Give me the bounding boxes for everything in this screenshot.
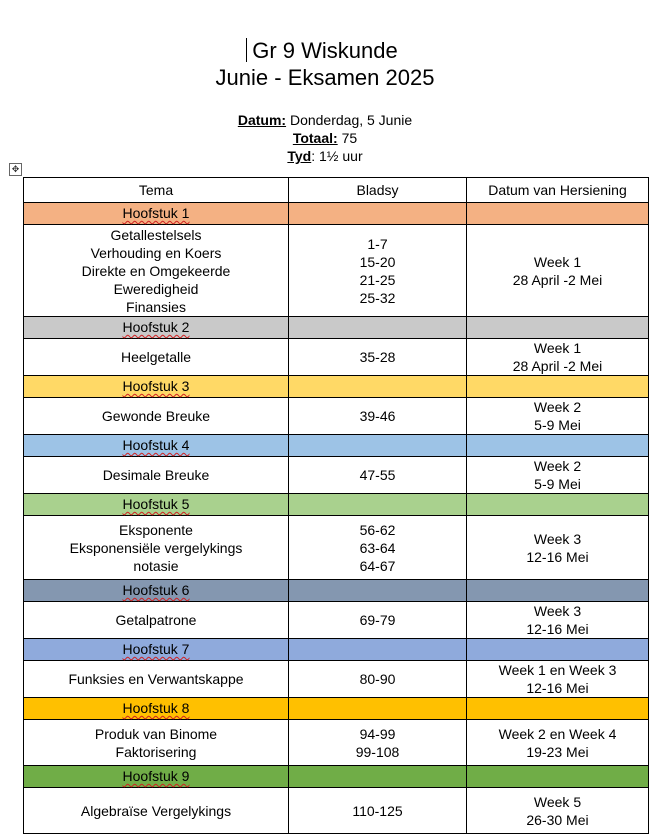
- chapter-color-cell: [467, 376, 649, 398]
- page-range: 94-99: [359, 725, 396, 742]
- topic-line: Getalpatrone: [115, 612, 197, 628]
- chapter-label: Hoofstuk 6: [122, 582, 190, 598]
- topic-line: Faktorisering: [115, 743, 197, 760]
- column-header-datum: Datum van Hersiening: [467, 178, 649, 203]
- exam-time-line: [0, 147, 650, 165]
- topic-cell: [24, 457, 289, 494]
- table-row: [24, 339, 649, 376]
- page-range: 47-55: [359, 467, 396, 483]
- chapter-label-cell: [24, 580, 289, 602]
- revision-date-line: Week 2: [533, 399, 582, 415]
- chapter-color-cell: [467, 580, 649, 602]
- chapter-header-row: [24, 317, 649, 339]
- chapter-label-cell: [24, 698, 289, 720]
- revision-date-cell: [467, 225, 649, 317]
- table-row: [24, 661, 649, 698]
- chapter-header-row: [24, 698, 649, 720]
- datum-value: Donderdag, 5 Junie: [289, 112, 413, 128]
- chapter-label-cell: [24, 376, 289, 398]
- revision-date-cell: [467, 339, 649, 376]
- revision-date-line: Week 2 en Week 4: [498, 725, 617, 742]
- topic-line: Eweredigheid: [113, 280, 199, 297]
- revision-date-line: Week 1 en Week 3: [498, 662, 617, 678]
- topic-cell: [24, 602, 289, 639]
- revision-date-line: 12-16 Mei: [526, 621, 589, 637]
- topic-line: notasie: [133, 557, 179, 574]
- totaal-label: Totaal:: [292, 130, 338, 146]
- revision-date-cell: [467, 516, 649, 580]
- tyd-value: : 1½ uur: [311, 148, 363, 164]
- chapter-header-row: [24, 639, 649, 661]
- topic-cell: [24, 339, 289, 376]
- revision-date-cell: [467, 602, 649, 639]
- revision-table: [23, 177, 649, 834]
- pages-cell: [289, 457, 467, 494]
- chapter-color-cell: [467, 766, 649, 788]
- pages-cell: [289, 788, 467, 834]
- datum-label: Datum:: [237, 112, 287, 128]
- chapter-color-cell: [467, 203, 649, 225]
- revision-date-line: 26-30 Mei: [526, 811, 589, 828]
- topic-cell: [24, 225, 289, 317]
- chapter-label-cell: [24, 639, 289, 661]
- revision-date-cell: [467, 457, 649, 494]
- topic-line: Heelgetalle: [120, 349, 192, 365]
- chapter-color-cell: [289, 639, 467, 661]
- revision-date-cell: [467, 788, 649, 834]
- topic-cell: [24, 661, 289, 698]
- chapter-label: Hoofstuk 7: [122, 641, 190, 657]
- topic-line: Eksponente: [119, 521, 193, 538]
- chapter-label-cell: [24, 435, 289, 457]
- revision-date-line: 28 April -2 Mei: [512, 358, 603, 374]
- revision-date-line: Week 5: [533, 793, 582, 810]
- page-range: 69-79: [359, 612, 396, 628]
- chapter-label: Hoofstuk 2: [122, 319, 190, 335]
- chapter-color-cell: [467, 494, 649, 516]
- tyd-label: Tyd: [287, 148, 312, 164]
- page-range: 64-67: [359, 557, 396, 574]
- chapter-color-cell: [289, 766, 467, 788]
- topic-cell: [24, 398, 289, 435]
- chapter-color-cell: [289, 580, 467, 602]
- revision-date-line: Week 1: [533, 340, 582, 356]
- document-subtitle: Junie - Eksamen 2025: [215, 65, 435, 90]
- pages-cell: [289, 661, 467, 698]
- chapter-label-cell: [24, 494, 289, 516]
- table-row: [24, 516, 649, 580]
- revision-date-line: Week 3: [533, 603, 582, 619]
- revision-date-line: 19-23 Mei: [526, 743, 589, 760]
- topic-line: Finansies: [126, 298, 186, 315]
- chapter-header-row: [24, 494, 649, 516]
- pages-cell: [289, 398, 467, 435]
- topic-line: Direkte en Omgekeerde: [81, 262, 231, 279]
- chapter-header-row: [24, 203, 649, 225]
- chapter-header-row: [24, 435, 649, 457]
- revision-date-cell: [467, 661, 649, 698]
- pages-cell: [289, 225, 467, 317]
- page-range: 1-7: [367, 235, 388, 252]
- chapter-header-row: [24, 580, 649, 602]
- topic-cell: [24, 516, 289, 580]
- chapter-color-cell: [289, 435, 467, 457]
- page-range: 21-25: [359, 271, 396, 288]
- exam-total-line: [0, 129, 650, 147]
- pages-cell: [289, 339, 467, 376]
- chapter-label: Hoofstuk 4: [122, 437, 190, 453]
- column-header-bladsy: Bladsy: [289, 178, 467, 203]
- topic-line: Getallestelsels: [110, 226, 202, 243]
- chapter-color-cell: [289, 494, 467, 516]
- chapter-label: Hoofstuk 8: [122, 700, 190, 716]
- revision-date-cell: [467, 720, 649, 766]
- table-header-row: [24, 178, 649, 203]
- chapter-color-cell: [467, 698, 649, 720]
- table-move-handle-icon[interactable]: ✥: [9, 163, 22, 176]
- table-row: [24, 720, 649, 766]
- chapter-label: Hoofstuk 9: [122, 768, 190, 784]
- page-range: 56-62: [359, 521, 396, 538]
- chapter-label: Hoofstuk 3: [122, 378, 190, 394]
- chapter-color-cell: [289, 317, 467, 339]
- table-row: [24, 788, 649, 834]
- table-row: [24, 602, 649, 639]
- revision-date-line: Week 2: [533, 458, 582, 474]
- table-row: [24, 225, 649, 317]
- topic-line: Algebraïse Vergelykings: [80, 802, 232, 819]
- chapter-label: Hoofstuk 1: [122, 205, 190, 221]
- revision-date-line: 28 April -2 Mei: [512, 271, 603, 288]
- chapter-color-cell: [289, 376, 467, 398]
- page-range: 15-20: [359, 253, 396, 270]
- topic-line: Gewonde Breuke: [101, 408, 211, 424]
- page-range: 110-125: [352, 802, 403, 819]
- totaal-value: 75: [341, 130, 358, 146]
- topic-cell: [24, 788, 289, 834]
- chapter-color-cell: [289, 203, 467, 225]
- topic-line: Desimale Breuke: [102, 467, 210, 483]
- chapter-color-cell: [467, 435, 649, 457]
- page-range: 80-90: [359, 671, 396, 687]
- document-title: Gr 9 Wiskunde: [252, 38, 398, 63]
- revision-date-cell: [467, 398, 649, 435]
- chapter-label-cell: [24, 317, 289, 339]
- chapter-color-cell: [289, 698, 467, 720]
- revision-date-line: 5-9 Mei: [534, 476, 581, 492]
- page-range: 99-108: [355, 743, 400, 760]
- chapter-label: Hoofstuk 5: [122, 496, 190, 512]
- topic-line: Verhouding en Koers: [90, 244, 222, 261]
- topic-line: Funksies en Verwantskappe: [68, 671, 244, 687]
- topic-line: Eksponensiële vergelykings: [69, 539, 243, 556]
- chapter-header-row: [24, 766, 649, 788]
- pages-cell: [289, 602, 467, 639]
- chapter-color-cell: [467, 639, 649, 661]
- page-range: 39-46: [359, 408, 396, 424]
- chapter-label-cell: [24, 203, 289, 225]
- pages-cell: [289, 516, 467, 580]
- revision-date-line: 12-16 Mei: [526, 548, 589, 565]
- pages-cell: [289, 720, 467, 766]
- revision-date-line: 5-9 Mei: [534, 417, 581, 433]
- table-row: [24, 457, 649, 494]
- chapter-label-cell: [24, 766, 289, 788]
- column-header-tema: Tema: [24, 178, 289, 203]
- table-row: [24, 398, 649, 435]
- revision-date-line: 12-16 Mei: [526, 680, 589, 696]
- topic-line: Produk van Binome: [94, 725, 218, 742]
- revision-date-line: Week 3: [533, 530, 582, 547]
- page-range: 63-64: [359, 539, 396, 556]
- revision-date-line: Week 1: [533, 253, 582, 270]
- exam-date-line: [0, 111, 650, 129]
- topic-cell: [24, 720, 289, 766]
- page-range: 35-28: [359, 349, 396, 365]
- page-range: 25-32: [359, 289, 396, 306]
- chapter-header-row: [24, 376, 649, 398]
- chapter-color-cell: [467, 317, 649, 339]
